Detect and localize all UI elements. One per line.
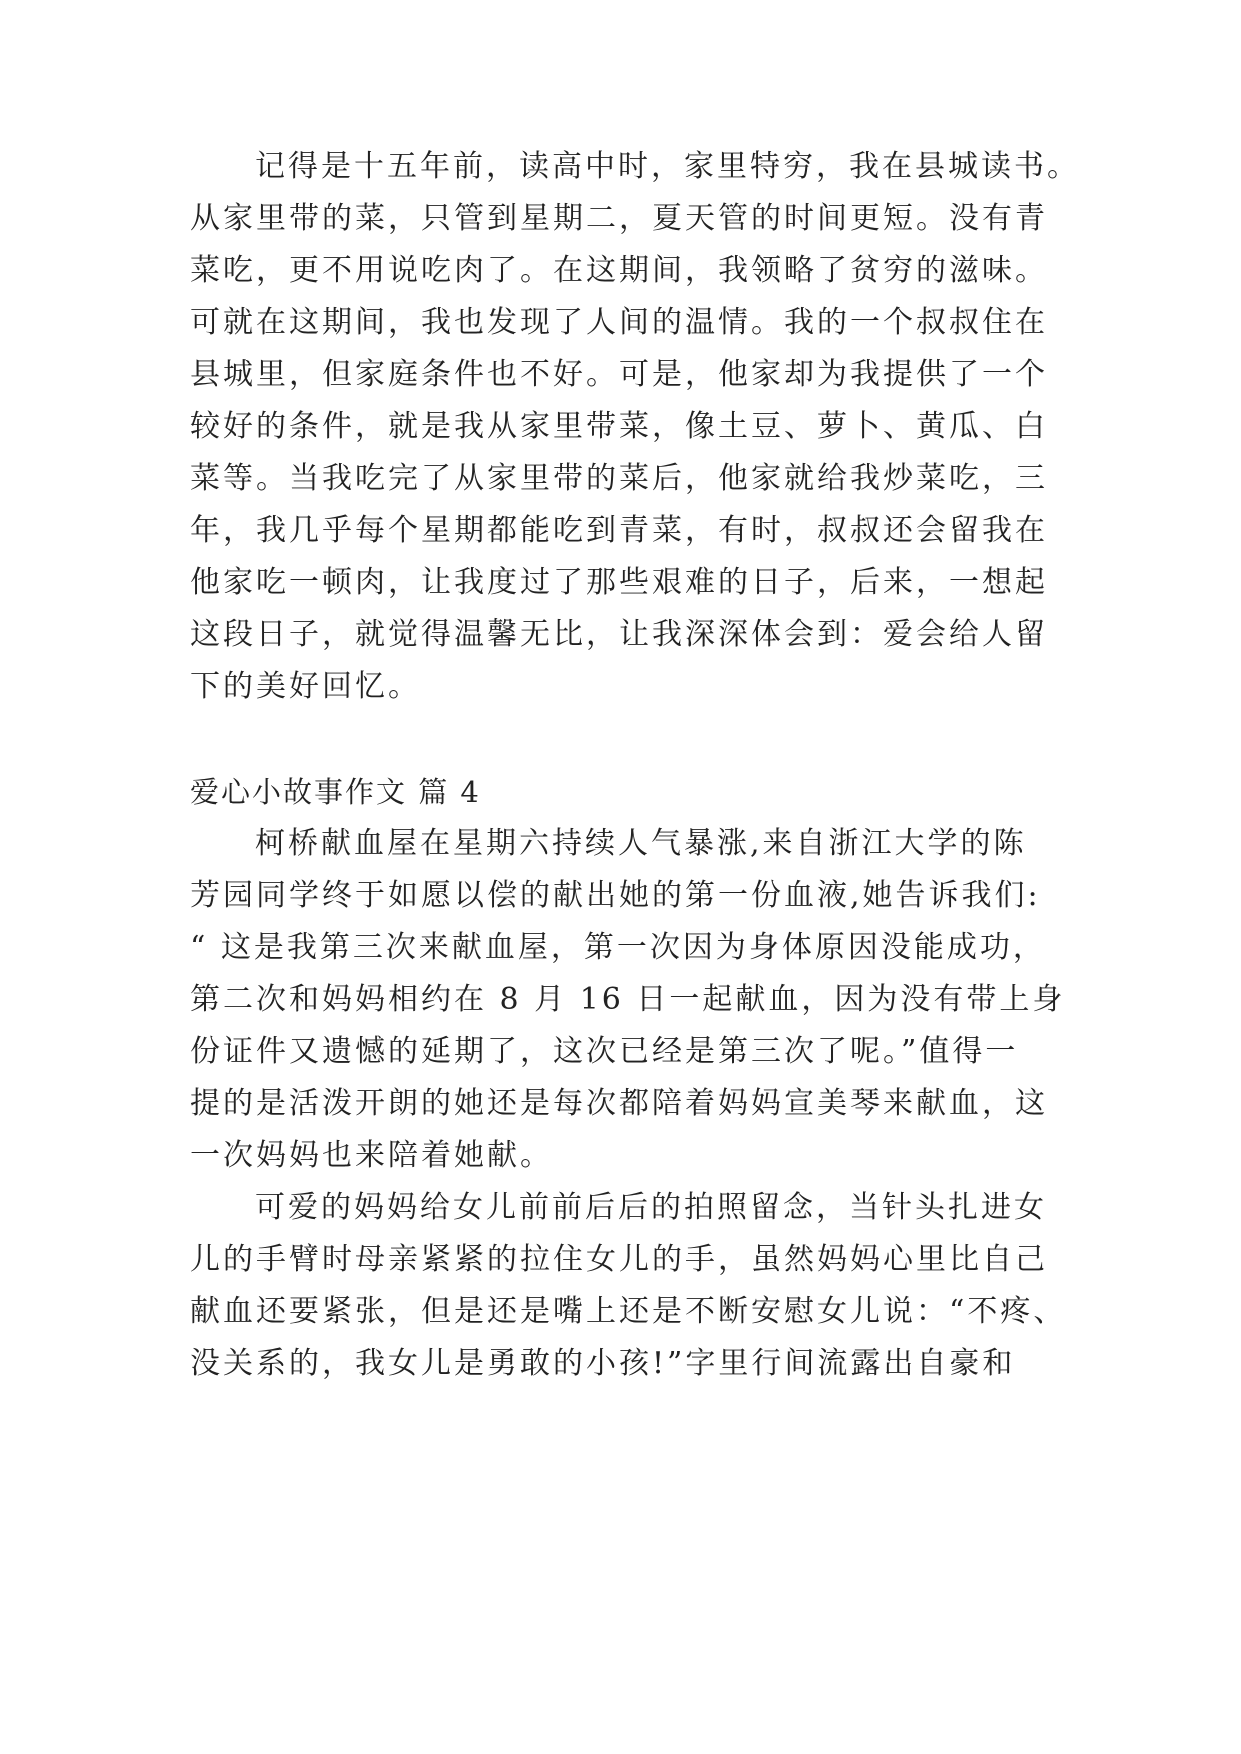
paragraph-line: 县城里，但家庭条件也不好。可是，他家却为我提供了一个 <box>190 357 1048 392</box>
paragraph-line: 可就在这期间，我也发现了人间的温情。我的一个叔叔住在 <box>190 305 1048 340</box>
paragraph-line: 下的美好回忆。 <box>190 669 421 704</box>
paragraph-line: 份证件又遗憾的延期了，这次已经是第三次了呢。”值得一 <box>190 1034 1019 1069</box>
paragraph-line: 记得是十五年前，读高中时，家里特穷，我在县城读书。 <box>255 149 1080 184</box>
paragraph-line: 一次妈妈也来陪着她献。 <box>190 1138 553 1173</box>
paragraph-line: 献血还要紧张，但是还是嘴上还是不断安慰女儿说：“不疼、 <box>190 1294 1067 1329</box>
paragraph-line: 柯桥献血屋在星期六持续人气暴涨,来自浙江大学的陈 <box>255 826 1027 861</box>
paragraph-line: 这段日子，就觉得温馨无比，让我深深体会到：爱会给人留 <box>190 617 1048 652</box>
paragraph-line: 较好的条件，就是我从家里带菜，像土豆、萝卜、黄瓜、白 <box>190 409 1048 444</box>
paragraph-line: 第二次和妈妈相约在 8 月 16 日一起献血，因为没有带上身 <box>190 982 1066 1017</box>
paragraph-line: 从家里带的菜，只管到星期二，夏天管的时间更短。没有青 <box>190 201 1048 236</box>
paragraph-line: 芳园同学终于如愿以偿的献出她的第一份血液,她告诉我们: <box>190 878 1041 913</box>
paragraph-line: 儿的手臂时母亲紧紧的拉住女儿的手，虽然妈妈心里比自己 <box>190 1242 1048 1277</box>
paragraph-line: 年，我几乎每个星期都能吃到青菜，有时，叔叔还会留我在 <box>190 513 1048 548</box>
paragraph-line: “ 这是我第三次来献血屋，第一次因为身体原因没能成功， <box>190 930 1046 965</box>
paragraph-line: 提的是活泼开朗的她还是每次都陪着妈妈宣美琴来献血，这 <box>190 1086 1048 1121</box>
paragraph-line: 菜等。当我吃完了从家里带的菜后，他家就给我炒菜吃，三 <box>190 461 1048 496</box>
paragraph-line: 菜吃，更不用说吃肉了。在这期间，我领略了贫穷的滋味。 <box>190 253 1048 288</box>
paragraph-line: 没关系的，我女儿是勇敢的小孩!”字里行间流露出自豪和 <box>190 1346 1016 1381</box>
paragraph-line: 他家吃一顿肉，让我度过了那些艰难的日子，后来，一想起 <box>190 565 1048 600</box>
section-heading: 爱心小故事作文 篇 4 <box>190 775 481 809</box>
paragraph-line: 可爱的妈妈给女儿前前后后的拍照留念，当针头扎进女 <box>255 1190 1047 1225</box>
